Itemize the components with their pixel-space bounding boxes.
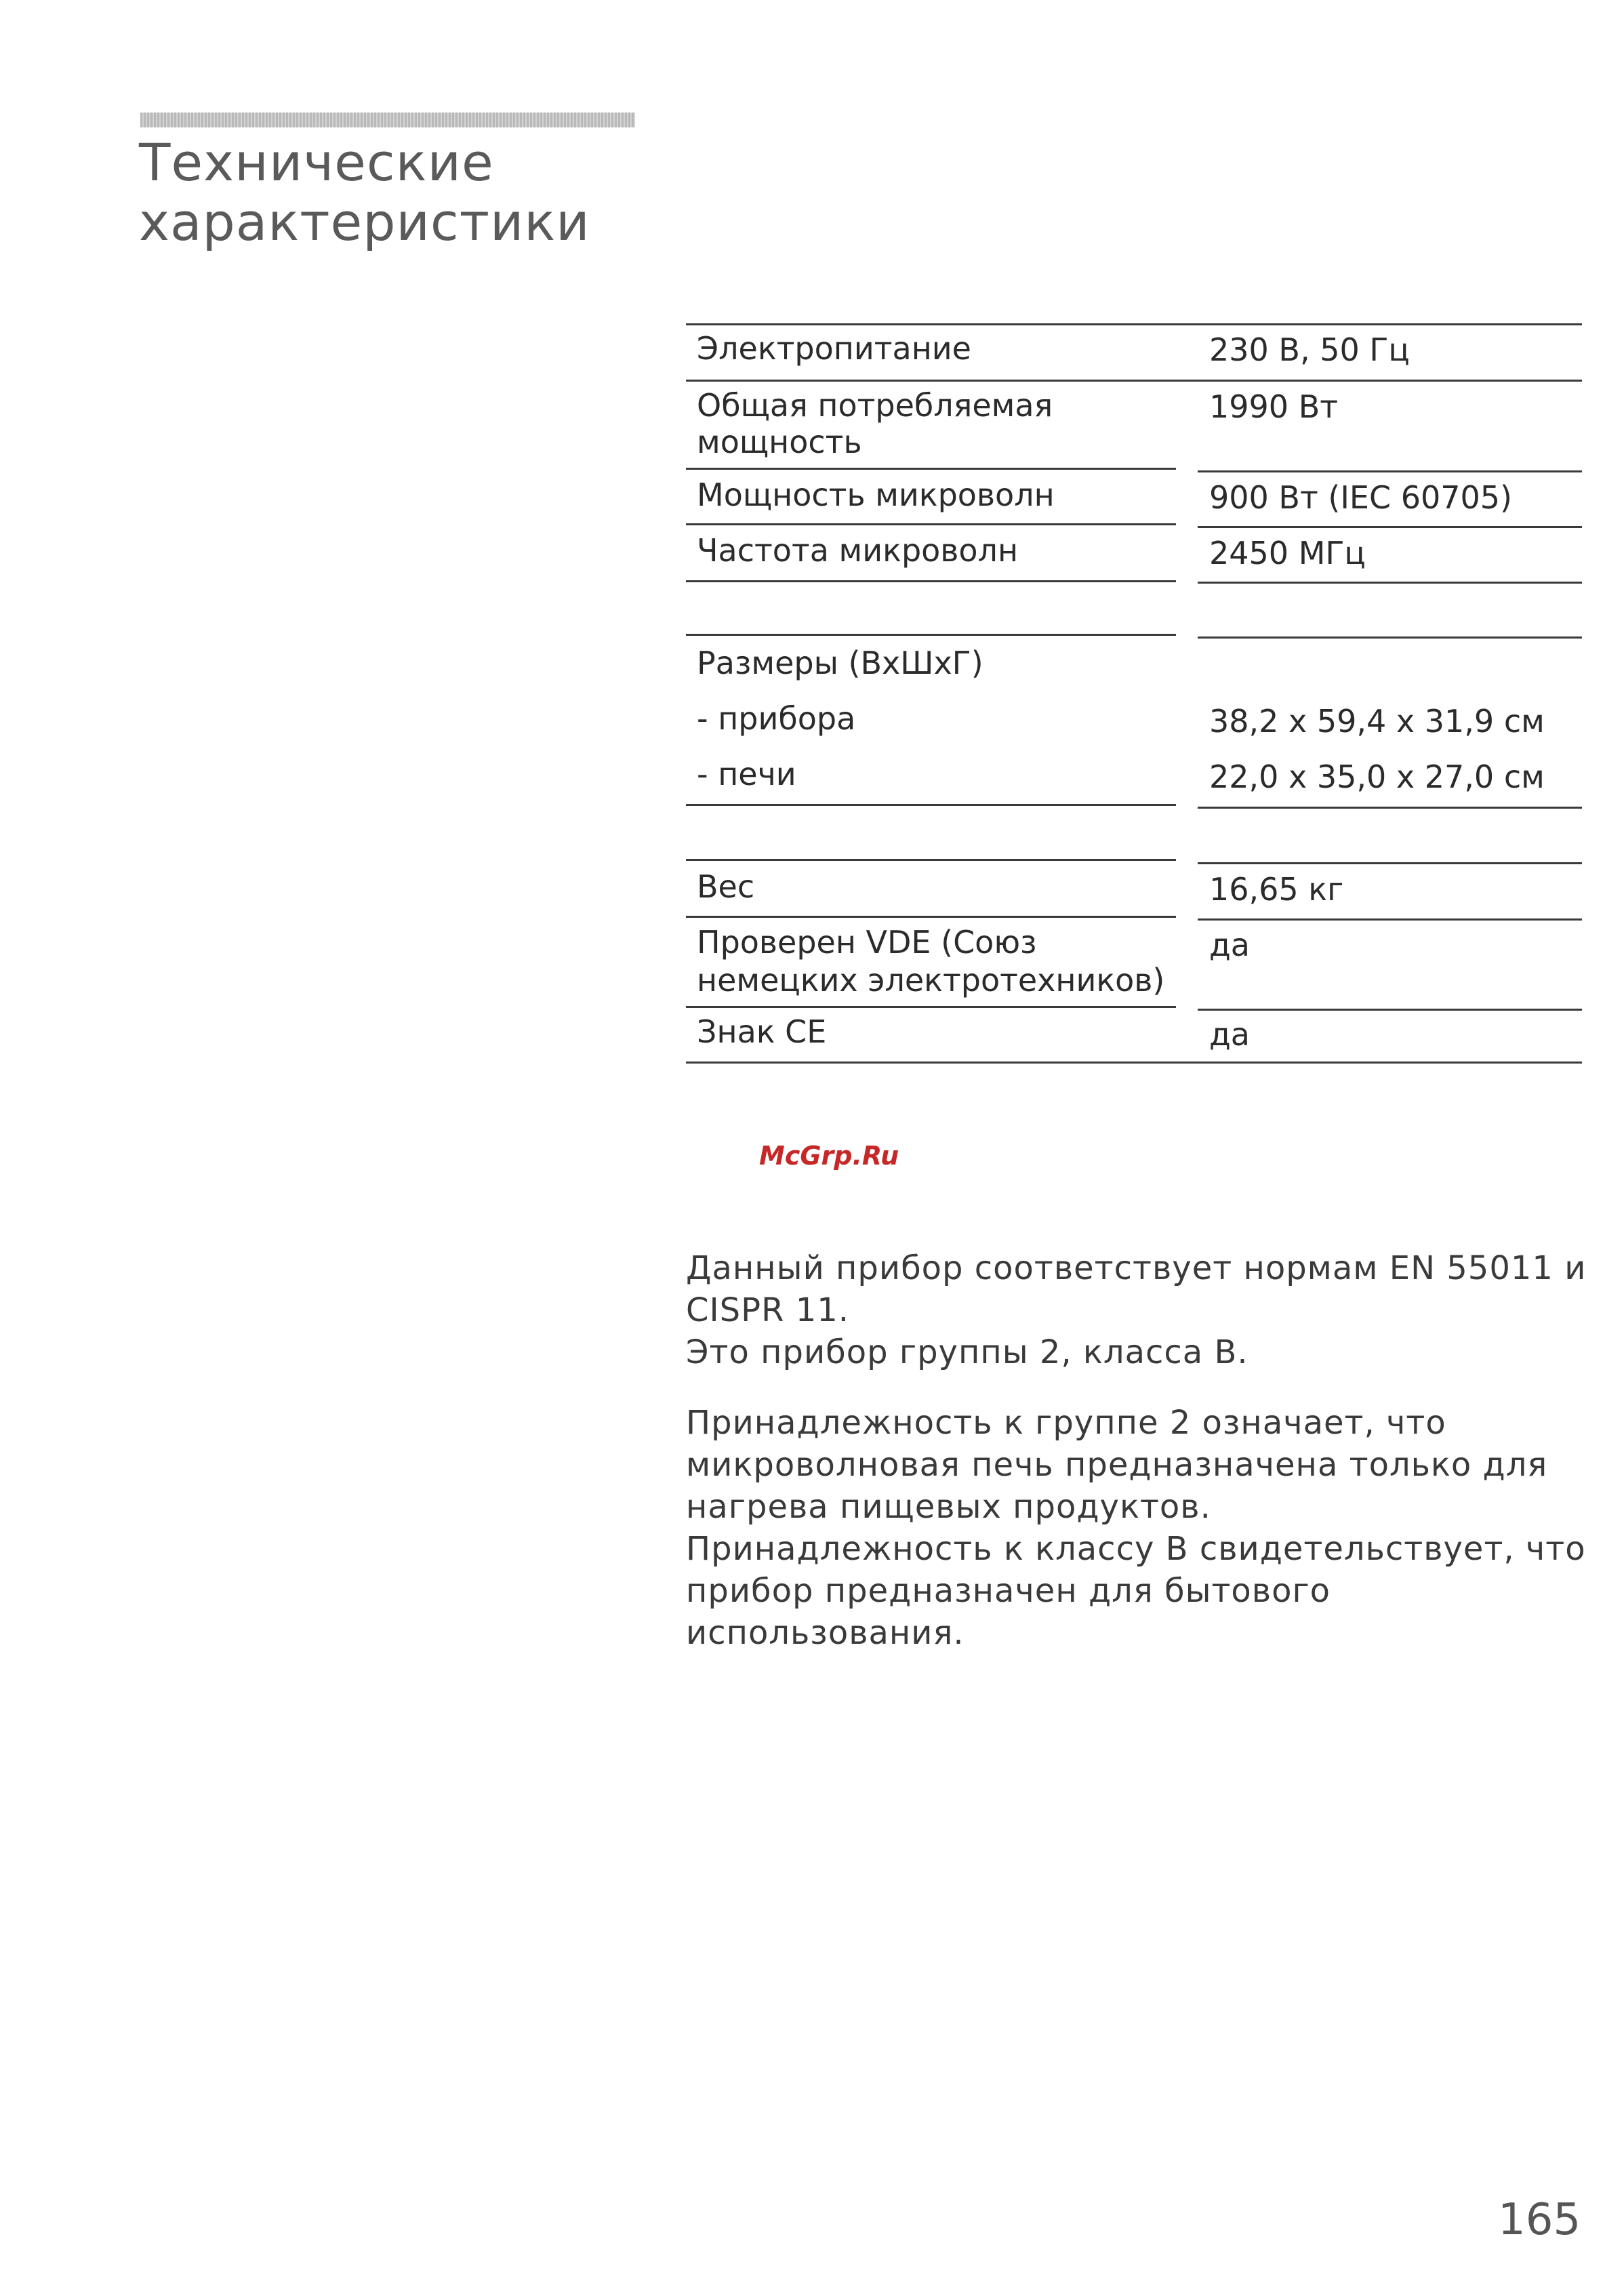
table-rule — [1198, 862, 1582, 864]
text-line: Принадлежность к группе 2 означает, что — [686, 1404, 1446, 1442]
total-power-label-line-1: Общая потребляемая — [697, 387, 1053, 424]
vde-value: да — [1209, 927, 1250, 963]
table-rule — [1198, 918, 1582, 921]
text-line: CISPR 11. — [686, 1291, 850, 1329]
title-decor-bar — [140, 113, 635, 127]
compliance-paragraph — [686, 1247, 1587, 1373]
table-rule — [1198, 582, 1582, 584]
dims-label: Размеры (ВхШхГ) — [697, 645, 983, 681]
vde-label-line-1: Проверен VDE (Союз — [697, 924, 1037, 961]
table-rule — [686, 804, 1176, 806]
text-line: Данный прибор соответствует нормам EN 55011 и — [686, 1249, 1587, 1287]
table-rule — [686, 634, 1176, 636]
page-title-line-2: характеристики — [139, 192, 590, 252]
table-rule — [686, 323, 1582, 325]
table-rule — [686, 523, 1176, 525]
spec-table — [686, 0, 1582, 1085]
table-rule — [686, 380, 1582, 382]
table-rule — [686, 468, 1176, 470]
page-title — [139, 133, 590, 252]
page-number: 165 — [1498, 2195, 1581, 2245]
table-rule — [1198, 637, 1582, 639]
ce-value: да — [1209, 1016, 1250, 1053]
text-line: прибор предназначен для бытового использования. — [686, 1572, 1331, 1652]
text-line: нагрева пищевых продуктов. — [686, 1488, 1211, 1526]
classification-paragraph — [686, 1402, 1587, 1654]
total-power-value: 1990 Вт — [1209, 388, 1339, 425]
mw-freq-label: Частота микроволн — [697, 532, 1019, 569]
text-line: Принадлежность к классу В свидетельствует, что — [686, 1530, 1586, 1568]
mw-freq-value: 2450 МГц — [1209, 535, 1366, 571]
dims-oven-value: 22,0 х 35,0 х 27,0 см — [1209, 759, 1545, 795]
table-rule — [686, 1006, 1176, 1008]
vde-label-line-2: немецких электротехников) — [697, 962, 1165, 998]
table-rule — [1198, 807, 1582, 809]
table-rule — [686, 916, 1176, 918]
mw-power-value: 900 Вт (IEC 60705) — [1209, 479, 1512, 516]
text-line: Это прибор группы 2, класса В. — [686, 1333, 1249, 1371]
text-line: микроволновая печь предназначена только для — [686, 1446, 1548, 1484]
table-rule — [686, 580, 1176, 582]
table-rule — [1198, 526, 1582, 528]
mw-power-label: Мощность микроволн — [697, 477, 1055, 513]
table-rule — [1198, 470, 1582, 472]
power-supply-label: Электропитание — [697, 330, 971, 367]
dims-oven-label: - печи — [697, 756, 796, 792]
ce-label: Знак СЕ — [697, 1013, 827, 1050]
dims-device-value: 38,2 х 59,4 х 31,9 см — [1209, 703, 1545, 740]
weight-label: Вес — [697, 868, 755, 905]
weight-value: 16,65 кг — [1209, 871, 1344, 908]
watermark-text: McGrp.Ru — [759, 1141, 899, 1171]
power-supply-value: 230 В, 50 Гц — [1209, 331, 1410, 368]
table-rule — [686, 1062, 1582, 1064]
table-rule — [686, 859, 1176, 861]
dims-device-label: - прибора — [697, 700, 856, 737]
total-power-label-line-2: мощность — [697, 424, 862, 460]
table-rule — [1198, 1009, 1582, 1011]
page-title-line-1: Технические — [139, 132, 494, 193]
